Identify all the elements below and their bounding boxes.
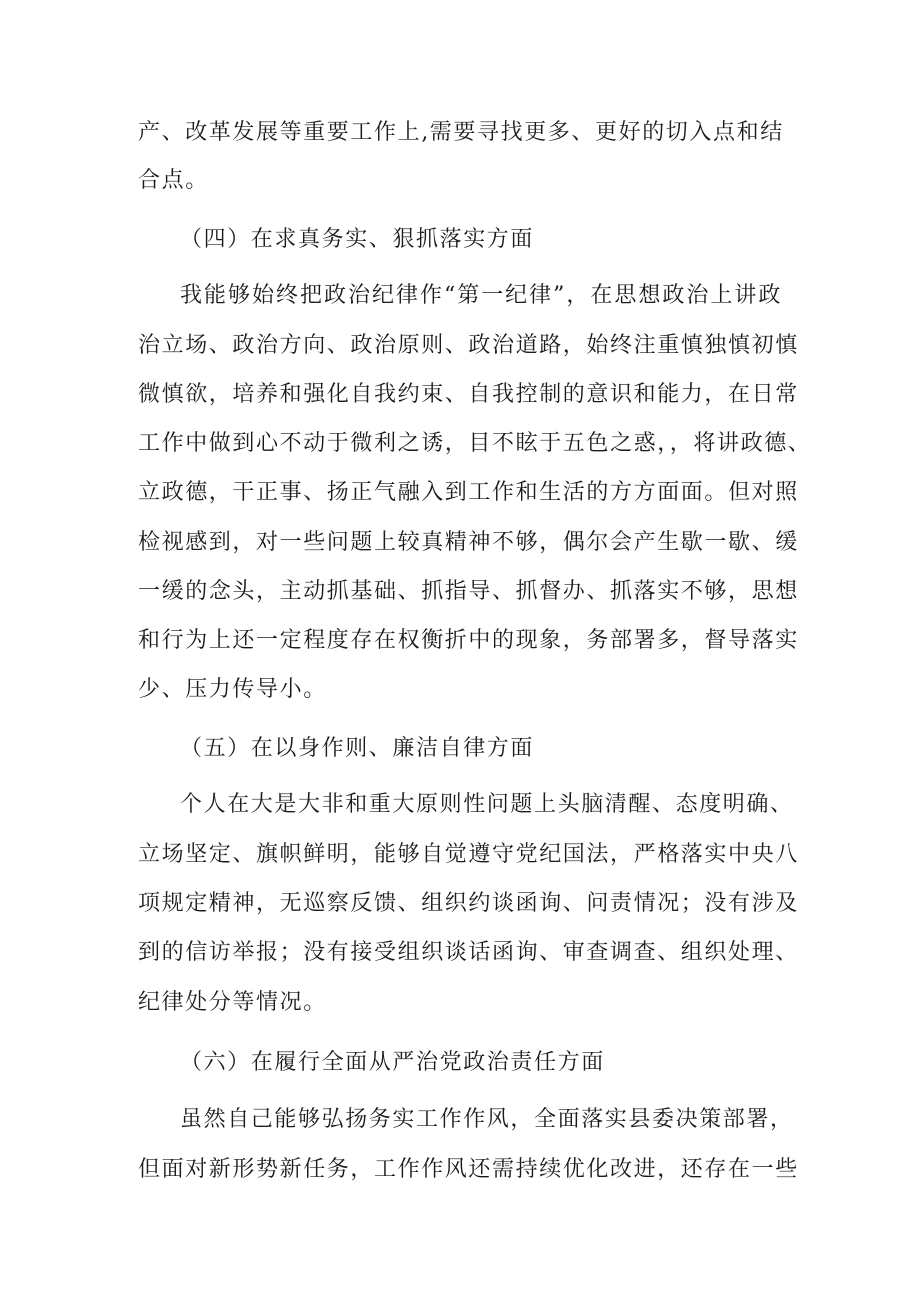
paragraph-line: 治立场、政治方向、政治原则、政治道路，始终注重慎独慎初慎	[138, 333, 799, 358]
section-heading-6: （六）在履行全面从严治党政治责任方面	[180, 1050, 605, 1075]
section-heading-5: （五）在以身作则、廉洁自律方面	[180, 736, 535, 761]
paragraph-line: 微慎欲，培养和强化自我约束、自我控制的意识和能力，在日常	[138, 382, 799, 407]
paragraph-line: 和行为上还一定程度存在权衡折中的现象，务部署多，督导落实	[138, 628, 799, 653]
paragraph-line: 虽然自己能够弘扬务实工作作风，全面落实县委决策部署，	[180, 1107, 794, 1132]
paragraph-line: 少、压力传导小。	[138, 677, 327, 702]
paragraph-line: 个人在大是大非和重大原则性问题上头脑清醒、态度明确、	[180, 792, 794, 817]
paragraph-line: 我能够始终把政治纪律作“第一纪律”，在思想政治上讲政	[180, 283, 782, 308]
paragraph-line: 到的信访举报；没有接受组织谈话函询、审查调查、组织处理、	[138, 940, 799, 965]
paragraph-line: 合点。	[138, 168, 209, 193]
paragraph-line: 立政德，干正事、扬正气融入到工作和生活的方方面面。但对照	[138, 480, 799, 505]
paragraph-line: 立场坚定、旗帜鲜明，能够自觉遵守党纪国法，严格落实中央八	[138, 842, 799, 867]
paragraph-line: 纪律处分等情况。	[138, 990, 327, 1015]
paragraph-line: 检视感到，对一些问题上较真精神不够，偶尔会产生歇一歇、缓	[138, 530, 799, 555]
paragraph-line: 产、改革发展等重要工作上,需要寻找更多、更好的切入点和结	[138, 120, 784, 145]
section-heading-4: （四）在求真务实、狠抓落实方面	[180, 227, 535, 252]
paragraph-line: 但面对新形势新任务，工作作风还需持续优化改进，还存在一些	[138, 1157, 799, 1182]
paragraph-line: 工作中做到心不动于微利之诱，目不眩于五色之惑，，将讲政德、	[138, 431, 812, 456]
paragraph-line: 项规定精神，无巡察反馈、组织约谈函询、问责情况；没有涉及	[138, 891, 799, 916]
paragraph-line: 一缓的念头，主动抓基础、抓指导、抓督办、抓落实不够，思想	[138, 579, 799, 604]
